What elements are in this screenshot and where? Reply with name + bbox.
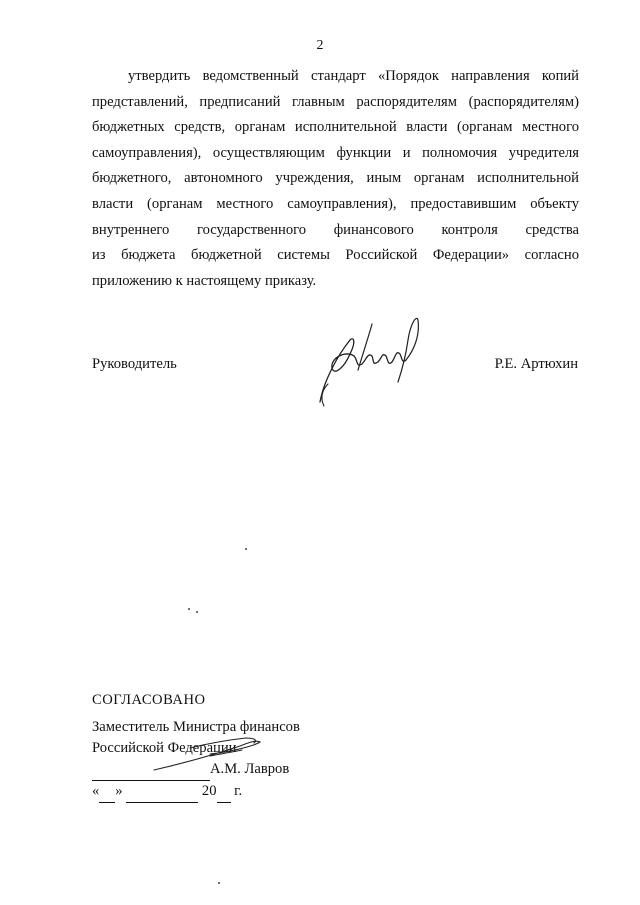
approval-position-line: Российской Федерации xyxy=(92,740,237,756)
body-line: власти (органам местного самоуправления), предоставившим объекту xyxy=(92,195,579,212)
handwritten-signature xyxy=(310,310,430,410)
year-prefix: 20 xyxy=(201,783,217,799)
approval-name: А.М. Лавров xyxy=(210,761,290,777)
date-open-quote: « xyxy=(92,783,100,799)
body-line: представлений, предписаний главным распорядителям (распорядителям) xyxy=(92,93,579,110)
year-blank xyxy=(217,781,231,803)
month-blank xyxy=(126,781,198,803)
signer-role: Руководитель xyxy=(92,356,177,372)
body-line: из бюджета бюджетной системы Российской Федерации» согласно xyxy=(92,247,579,264)
body-paragraph xyxy=(92,64,579,294)
approval-date-row xyxy=(92,781,352,803)
date-close-quote: » xyxy=(115,783,123,799)
approval-heading: СОГЛАСОВАНО xyxy=(92,692,206,708)
counter-signature xyxy=(150,730,270,775)
body-line: внутреннего государственного финансового контроля средства xyxy=(92,221,579,238)
scan-speck xyxy=(196,611,198,613)
day-blank xyxy=(99,781,115,803)
body-line: самоуправления), осуществляющим функции и полномочия учредителя xyxy=(92,144,579,161)
body-line: приложению к настоящему приказу. xyxy=(92,272,317,289)
year-suffix: г. xyxy=(234,783,243,799)
body-line: утвердить ведомственный стандарт «Порядок направления копий xyxy=(128,68,579,84)
scan-speck xyxy=(218,882,220,884)
scan-speck xyxy=(188,608,190,610)
signer-name: Р.Е. Артюхин xyxy=(494,356,578,372)
body-line: бюджетных средств, органам исполнительной власти (органам местного xyxy=(92,119,579,136)
scan-speck xyxy=(245,548,247,550)
body-line: бюджетного, автономного учреждения, иным органам исполнительной xyxy=(92,170,579,187)
page-number: 2 xyxy=(316,38,324,53)
approval-position-line: Заместитель Министра финансов xyxy=(92,719,300,735)
